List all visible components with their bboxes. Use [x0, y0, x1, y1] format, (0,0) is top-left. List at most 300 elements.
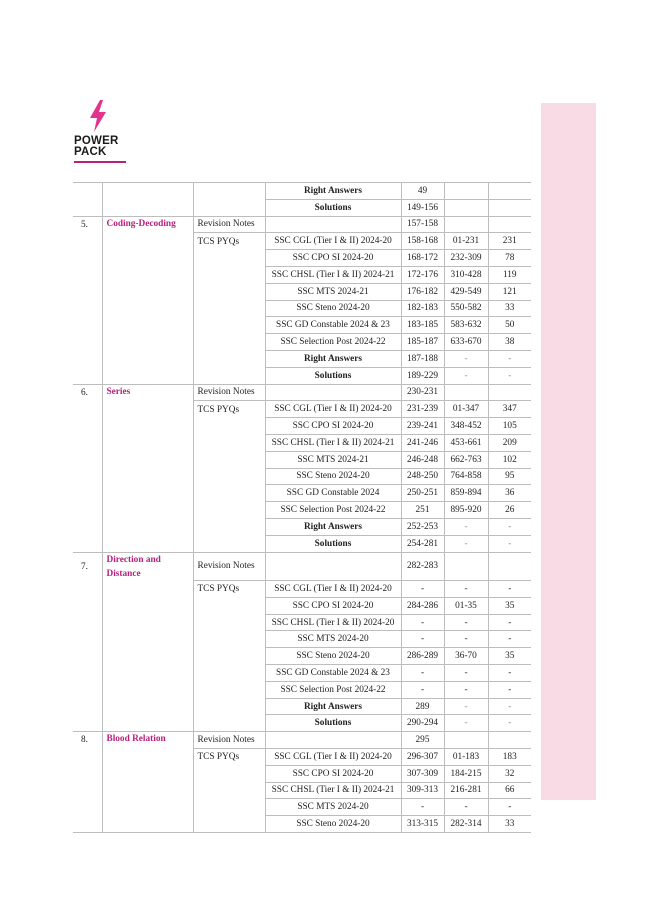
page-range: 307-309 [401, 765, 444, 782]
exam-name: SSC Selection Post 2024-22 [265, 502, 401, 519]
table-row [73, 732, 531, 749]
material-type: Revision Notes [193, 552, 265, 581]
question-total: 36 [488, 485, 531, 502]
question-range: 282-314 [444, 816, 488, 833]
topic-name [102, 518, 193, 535]
page-range: 187-188 [401, 350, 444, 367]
table-row [73, 614, 531, 631]
question-range: - [444, 535, 488, 552]
page-range: 296-307 [401, 749, 444, 766]
table-row [73, 597, 531, 614]
question-total: - [488, 799, 531, 816]
topic-name [102, 816, 193, 833]
question-range [444, 732, 488, 749]
material-type [193, 765, 265, 782]
exam-name: Right Answers [265, 183, 401, 200]
question-range: 662-763 [444, 451, 488, 468]
exam-name: SSC CPO SI 2024-20 [265, 765, 401, 782]
page-range: 286-289 [401, 648, 444, 665]
material-type [193, 782, 265, 799]
section-number [73, 300, 102, 317]
question-total: 102 [488, 451, 531, 468]
material-type: Revision Notes [193, 216, 265, 233]
material-type [193, 715, 265, 732]
question-total: 78 [488, 250, 531, 267]
section-number [73, 233, 102, 250]
table-row [73, 485, 531, 502]
page-range: 189-229 [401, 367, 444, 384]
page-range: 172-176 [401, 266, 444, 283]
page-range: 289 [401, 698, 444, 715]
material-type [193, 681, 265, 698]
topic-name: Blood Relation [102, 732, 193, 749]
topic-name [102, 665, 193, 682]
table-row [73, 698, 531, 715]
question-range: 310-428 [444, 266, 488, 283]
section-number [73, 199, 102, 216]
material-type [193, 451, 265, 468]
page-range: 250-251 [401, 485, 444, 502]
logo-underline [74, 161, 126, 163]
page-range: 149-156 [401, 199, 444, 216]
question-total: - [488, 367, 531, 384]
question-total: 105 [488, 418, 531, 435]
topic-name [102, 614, 193, 631]
topic-name [102, 233, 193, 250]
topic-name [102, 485, 193, 502]
question-range: 633-670 [444, 334, 488, 351]
section-number [73, 183, 102, 200]
exam-name [265, 384, 401, 401]
topic-name [102, 367, 193, 384]
question-total: - [488, 715, 531, 732]
exam-name: SSC CHSL (Tier I & II) 2024-20 [265, 614, 401, 631]
side-color-strip [541, 103, 596, 800]
material-type [193, 266, 265, 283]
exam-name: SSC Steno 2024-20 [265, 468, 401, 485]
page-range: 248-250 [401, 468, 444, 485]
page-range: - [401, 681, 444, 698]
question-total: 35 [488, 648, 531, 665]
table-row [73, 418, 531, 435]
section-number [73, 418, 102, 435]
material-type [193, 816, 265, 833]
question-total: - [488, 681, 531, 698]
question-total: 35 [488, 597, 531, 614]
table-row [73, 715, 531, 732]
topic-name: Direction and Distance [102, 552, 193, 581]
exam-name: SSC CHSL (Tier I & II) 2024-21 [265, 434, 401, 451]
section-number [73, 765, 102, 782]
table-row [73, 183, 531, 200]
question-total: - [488, 581, 531, 598]
material-type [193, 199, 265, 216]
section-number [73, 681, 102, 698]
exam-name: Solutions [265, 367, 401, 384]
section-number [73, 614, 102, 631]
topic-name [102, 681, 193, 698]
table-row [73, 250, 531, 267]
table-row [73, 502, 531, 519]
material-type [193, 317, 265, 334]
topic-name [102, 350, 193, 367]
question-range: - [444, 367, 488, 384]
table-row [73, 552, 531, 581]
material-type [193, 665, 265, 682]
page-range: 290-294 [401, 715, 444, 732]
table-row [73, 799, 531, 816]
exam-name: Right Answers [265, 518, 401, 535]
exam-name: SSC CPO SI 2024-20 [265, 250, 401, 267]
exam-name: Solutions [265, 715, 401, 732]
question-total [488, 732, 531, 749]
page-range: 284-286 [401, 597, 444, 614]
topic-name [102, 648, 193, 665]
material-type [193, 468, 265, 485]
table-row [73, 401, 531, 418]
topic-name: Coding-Decoding [102, 216, 193, 233]
exam-name: SSC CHSL (Tier I & II) 2024-21 [265, 266, 401, 283]
exam-name: SSC Selection Post 2024-22 [265, 681, 401, 698]
logo-line-2: PACK [74, 146, 107, 158]
question-total: - [488, 535, 531, 552]
exam-name: SSC CGL (Tier I & II) 2024-20 [265, 401, 401, 418]
question-range: - [444, 698, 488, 715]
section-number: 5. [73, 216, 102, 233]
exam-name: SSC MTS 2024-20 [265, 631, 401, 648]
question-total [488, 216, 531, 233]
section-number [73, 665, 102, 682]
page-range: 157-158 [401, 216, 444, 233]
material-type [193, 283, 265, 300]
question-range: - [444, 681, 488, 698]
material-type: TCS PYQs [193, 749, 265, 766]
page-range: 176-182 [401, 283, 444, 300]
table-row [73, 581, 531, 598]
question-range: 348-452 [444, 418, 488, 435]
topic-name [102, 631, 193, 648]
question-range: 550-582 [444, 300, 488, 317]
table-row [73, 681, 531, 698]
question-range: - [444, 350, 488, 367]
page-range: 168-172 [401, 250, 444, 267]
section-number [73, 350, 102, 367]
table-row [73, 665, 531, 682]
page-range: - [401, 581, 444, 598]
exam-name: SSC CGL (Tier I & II) 2024-20 [265, 749, 401, 766]
topic-name [102, 418, 193, 435]
table-row [73, 782, 531, 799]
question-total [488, 183, 531, 200]
topic-name [102, 715, 193, 732]
question-range: - [444, 614, 488, 631]
section-number [73, 715, 102, 732]
section-number [73, 535, 102, 552]
question-total: - [488, 614, 531, 631]
topic-name [102, 434, 193, 451]
topic-name [102, 581, 193, 598]
question-range: 01-35 [444, 597, 488, 614]
material-type: Revision Notes [193, 732, 265, 749]
logo-line-1: POWER [74, 135, 119, 147]
page-range: 158-168 [401, 233, 444, 250]
question-total: - [488, 665, 531, 682]
page-range: 49 [401, 183, 444, 200]
table-row [73, 283, 531, 300]
page-range: 295 [401, 732, 444, 749]
topic-name [102, 250, 193, 267]
material-type [193, 614, 265, 631]
topic-name [102, 401, 193, 418]
topic-name [102, 266, 193, 283]
page-range: 251 [401, 502, 444, 519]
exam-name: Right Answers [265, 698, 401, 715]
topic-name [102, 199, 193, 216]
question-range: - [444, 665, 488, 682]
page-range: 282-283 [401, 552, 444, 581]
question-total: - [488, 698, 531, 715]
question-total: 26 [488, 502, 531, 519]
question-range: 859-894 [444, 485, 488, 502]
question-total: 33 [488, 816, 531, 833]
question-range: - [444, 518, 488, 535]
question-range: - [444, 799, 488, 816]
section-number [73, 367, 102, 384]
question-total: 121 [488, 283, 531, 300]
table-row [73, 367, 531, 384]
topic-name [102, 799, 193, 816]
exam-name: SSC MTS 2024-20 [265, 799, 401, 816]
table-row [73, 334, 531, 351]
section-number [73, 816, 102, 833]
material-type [193, 418, 265, 435]
material-type [193, 367, 265, 384]
question-total: 50 [488, 317, 531, 334]
question-total: 183 [488, 749, 531, 766]
material-type [193, 183, 265, 200]
table-row [73, 300, 531, 317]
table-row [73, 199, 531, 216]
table-row [73, 518, 531, 535]
question-total: 33 [488, 300, 531, 317]
question-range: 01-347 [444, 401, 488, 418]
table-row [73, 451, 531, 468]
page-range: 230-231 [401, 384, 444, 401]
table-row [73, 350, 531, 367]
material-type [193, 250, 265, 267]
question-range: 216-281 [444, 782, 488, 799]
exam-name [265, 216, 401, 233]
exam-name: SSC MTS 2024-21 [265, 451, 401, 468]
question-range: - [444, 715, 488, 732]
page-range: 313-315 [401, 816, 444, 833]
material-type [193, 631, 265, 648]
topic-name [102, 468, 193, 485]
question-range: 453-661 [444, 434, 488, 451]
section-number [73, 631, 102, 648]
material-type [193, 518, 265, 535]
section-number [73, 468, 102, 485]
table-row [73, 317, 531, 334]
question-total: 209 [488, 434, 531, 451]
topic-name [102, 535, 193, 552]
question-total: 347 [488, 401, 531, 418]
section-number [73, 597, 102, 614]
page-range: - [401, 799, 444, 816]
topic-name [102, 183, 193, 200]
question-range [444, 216, 488, 233]
section-number [73, 334, 102, 351]
section-number [73, 250, 102, 267]
topic-name [102, 300, 193, 317]
lightning-bolt-icon [88, 100, 108, 132]
material-type [193, 648, 265, 665]
table-row [73, 216, 531, 233]
question-range: 764-858 [444, 468, 488, 485]
material-type: TCS PYQs [193, 401, 265, 418]
question-total: 66 [488, 782, 531, 799]
exam-name: SSC CGL (Tier I & II) 2024-20 [265, 581, 401, 598]
section-number [73, 317, 102, 334]
section-number [73, 648, 102, 665]
table-row [73, 468, 531, 485]
material-type [193, 799, 265, 816]
question-range: 895-920 [444, 502, 488, 519]
section-number [73, 502, 102, 519]
question-range: 01-231 [444, 233, 488, 250]
section-number [73, 799, 102, 816]
material-type [193, 597, 265, 614]
table-row [73, 233, 531, 250]
contents-table [73, 182, 531, 833]
table-row [73, 384, 531, 401]
page-range: 239-241 [401, 418, 444, 435]
question-total: - [488, 350, 531, 367]
question-range [444, 384, 488, 401]
section-number [73, 485, 102, 502]
material-type: TCS PYQs [193, 233, 265, 250]
question-total: 38 [488, 334, 531, 351]
exam-name: SSC CHSL (Tier I & II) 2024-21 [265, 782, 401, 799]
page-range: 183-185 [401, 317, 444, 334]
material-type [193, 334, 265, 351]
material-type [193, 502, 265, 519]
material-type [193, 434, 265, 451]
question-range: 429-549 [444, 283, 488, 300]
material-type: Revision Notes [193, 384, 265, 401]
exam-name: SSC CPO SI 2024-20 [265, 597, 401, 614]
table-row [73, 631, 531, 648]
question-total: 231 [488, 233, 531, 250]
logo-text [74, 136, 134, 158]
topic-name [102, 283, 193, 300]
material-type: TCS PYQs [193, 581, 265, 598]
question-range: - [444, 631, 488, 648]
question-range: 232-309 [444, 250, 488, 267]
question-range: 01-183 [444, 749, 488, 766]
section-number [73, 266, 102, 283]
page-range: 254-281 [401, 535, 444, 552]
exam-name: SSC Steno 2024-20 [265, 648, 401, 665]
question-total: - [488, 518, 531, 535]
question-total [488, 384, 531, 401]
exam-name: SSC GD Constable 2024 & 23 [265, 665, 401, 682]
question-total: 119 [488, 266, 531, 283]
material-type [193, 300, 265, 317]
section-number [73, 518, 102, 535]
material-type [193, 350, 265, 367]
exam-name: SSC CGL (Tier I & II) 2024-20 [265, 233, 401, 250]
question-range: 36-70 [444, 648, 488, 665]
topic-name [102, 749, 193, 766]
section-number [73, 283, 102, 300]
page-range: 231-239 [401, 401, 444, 418]
section-number [73, 401, 102, 418]
topic-name [102, 698, 193, 715]
question-total: 32 [488, 765, 531, 782]
page-range: 241-246 [401, 434, 444, 451]
topic-name [102, 317, 193, 334]
section-number [73, 451, 102, 468]
material-type [193, 535, 265, 552]
exam-name: SSC Steno 2024-20 [265, 300, 401, 317]
page-range: 182-183 [401, 300, 444, 317]
section-number: 6. [73, 384, 102, 401]
section-number [73, 749, 102, 766]
table-row [73, 765, 531, 782]
question-range [444, 199, 488, 216]
topic-name [102, 597, 193, 614]
page-range: 252-253 [401, 518, 444, 535]
table-row [73, 816, 531, 833]
exam-name: SSC MTS 2024-21 [265, 283, 401, 300]
page-range: - [401, 631, 444, 648]
question-total [488, 552, 531, 581]
power-pack-logo [74, 100, 134, 170]
question-range: - [444, 581, 488, 598]
section-number: 8. [73, 732, 102, 749]
material-type [193, 485, 265, 502]
table-row [73, 749, 531, 766]
topic-name [102, 782, 193, 799]
material-type [193, 698, 265, 715]
question-total: - [488, 631, 531, 648]
question-range [444, 183, 488, 200]
topic-name [102, 502, 193, 519]
topic-name [102, 334, 193, 351]
question-total: 95 [488, 468, 531, 485]
exam-name: SSC GD Constable 2024 [265, 485, 401, 502]
page-range: 309-313 [401, 782, 444, 799]
exam-name [265, 552, 401, 581]
table-row [73, 266, 531, 283]
table-row [73, 434, 531, 451]
table-row [73, 648, 531, 665]
exam-name: SSC Selection Post 2024-22 [265, 334, 401, 351]
section-number [73, 698, 102, 715]
topic-name [102, 765, 193, 782]
page-range: 246-248 [401, 451, 444, 468]
topic-name: Series [102, 384, 193, 401]
section-number [73, 782, 102, 799]
exam-name: Solutions [265, 199, 401, 216]
page-range: - [401, 665, 444, 682]
exam-name: Solutions [265, 535, 401, 552]
exam-name: SSC CPO SI 2024-20 [265, 418, 401, 435]
question-range: 184-215 [444, 765, 488, 782]
topic-name [102, 451, 193, 468]
exam-name: Right Answers [265, 350, 401, 367]
